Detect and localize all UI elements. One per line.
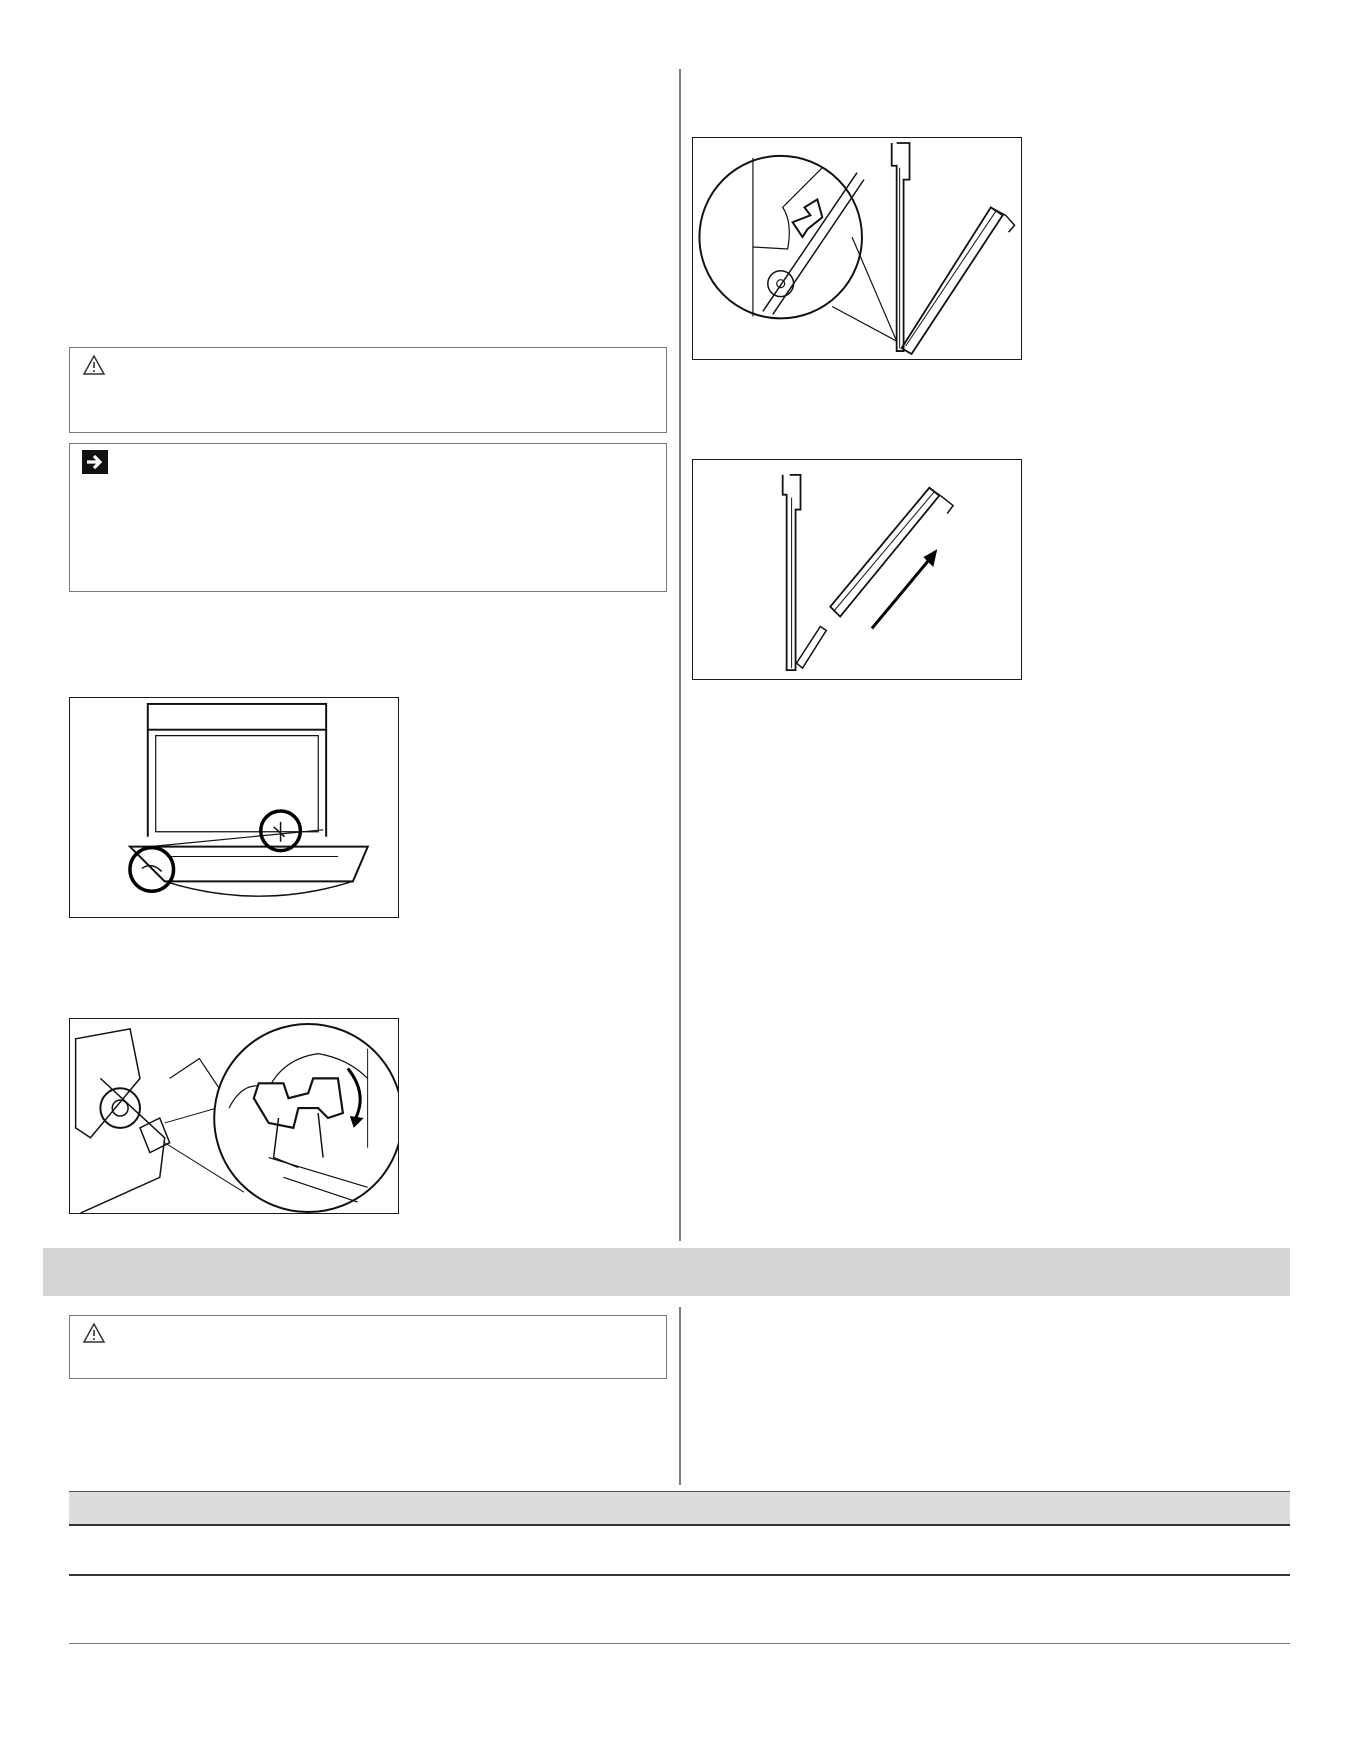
section-heading-band — [43, 1248, 1290, 1296]
warning-triangle-icon — [82, 1322, 106, 1344]
column-divider-top — [679, 69, 681, 1241]
info-box — [69, 443, 667, 592]
table-header-row — [69, 1491, 1290, 1524]
glass-panel-removal-figure — [692, 459, 1022, 680]
info-arrow-icon — [82, 450, 108, 474]
table-row-rule — [69, 1574, 1290, 1576]
table-bottom-rule — [69, 1643, 1290, 1644]
warning-box — [69, 347, 667, 433]
warning-triangle-icon — [82, 354, 106, 376]
door-glass-zoom-figure — [692, 137, 1022, 360]
column-divider-bottom — [679, 1307, 681, 1485]
warning-box-2 — [69, 1315, 667, 1379]
table-rule — [69, 1524, 1290, 1526]
hinge-lever-figure — [69, 1018, 399, 1214]
oven-door-open-figure — [69, 697, 399, 918]
